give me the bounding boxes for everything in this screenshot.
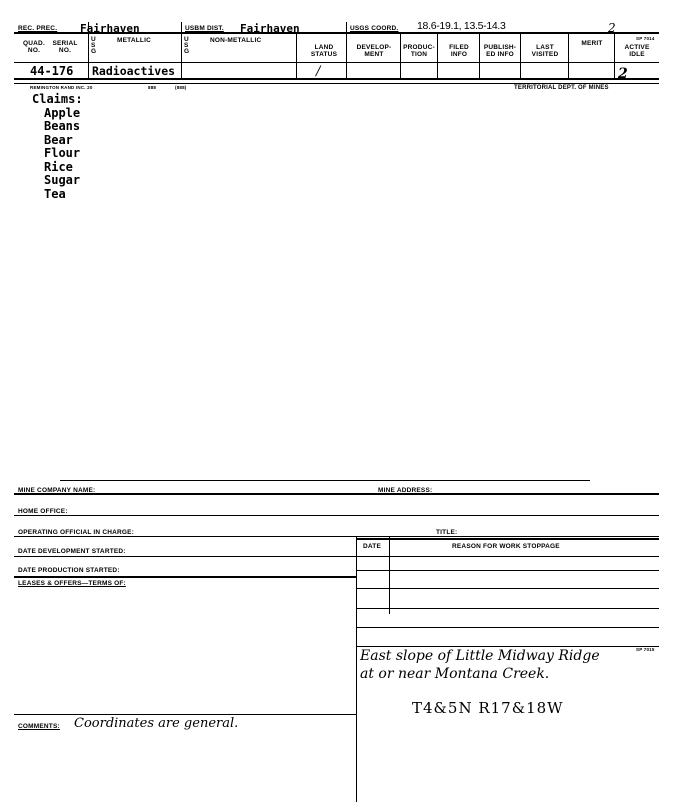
operating-official-label: OPERATING OFFICIAL IN CHARGE: <box>18 529 135 536</box>
col-land-status: LAND STATUS <box>310 44 338 58</box>
claim-item: Beans <box>44 119 81 133</box>
usbm-dist-value: Fairhaven <box>240 22 300 35</box>
merit-value: 2 <box>618 66 628 82</box>
comments-value: Coordinates are general. <box>74 716 239 731</box>
col-usg: U S G <box>91 36 97 55</box>
col-development: DEVELOP- MENT <box>356 44 392 58</box>
date-header: DATE <box>363 543 382 550</box>
home-office-label: HOME OFFICE: <box>18 508 68 515</box>
reason-header: REASON FOR WORK STOPPAGE <box>452 543 560 550</box>
claim-item: Tea <box>44 186 66 201</box>
location-line-2: at or near Montana Creek. <box>360 666 550 682</box>
claim-item: Sugar <box>44 173 81 187</box>
date-development-label: DATE DEVELOPMENT STARTED: <box>18 548 126 555</box>
col-production: PRODUC- TION <box>403 44 435 58</box>
col-merit: MERIT <box>581 40 603 47</box>
claim-item: Rice <box>44 159 73 174</box>
usgs-coord-value: 18.6-19.1, 13.5-14.3 <box>417 20 506 32</box>
commodity-value: Radioactives <box>92 64 176 78</box>
usbm-dist-label: USBM DIST. <box>185 25 224 32</box>
rec-prec-label: REC. PREC. <box>18 25 58 32</box>
usgs-coord-label: USGS COORD. <box>350 25 399 32</box>
col-serial: SERIAL NO. <box>52 40 78 54</box>
claim-item: Flour <box>44 146 81 160</box>
claims-section <box>32 93 83 201</box>
col-quad: QUAD. NO. <box>23 40 45 54</box>
printer-code-2: (888) <box>175 85 187 90</box>
location-line-1: East slope of Little Midway Ridge <box>360 648 600 664</box>
record-number: 44-176 <box>30 64 74 78</box>
form-number: SP 7014 <box>636 36 655 41</box>
printer-note: REMINGTON RAND INC. 20 <box>30 85 93 90</box>
col-published-info: PUBLISH- ED INFO <box>483 44 517 58</box>
claims-title: Claims: <box>32 92 83 106</box>
coord-mark: 2 <box>608 21 616 35</box>
col-non-metallic: NON-METALLIC <box>210 37 262 44</box>
col-last-visited: LAST VISITED <box>531 44 559 58</box>
col-filed-info: FILED INFO <box>449 44 469 58</box>
col-usg-2: U S G <box>184 36 190 55</box>
title-label: TITLE: <box>436 529 458 536</box>
printer-code-1: 888 <box>148 85 157 90</box>
col-active-idle: ACTIVE IDLE <box>624 44 650 58</box>
claim-item: Bear <box>44 132 73 147</box>
comments-label: COMMENTS: <box>18 723 60 730</box>
mine-address-label: MINE ADDRESS: <box>378 487 433 494</box>
col-metallic: METALLIC <box>117 37 151 44</box>
rec-prec-value: Fairhaven <box>80 22 140 35</box>
mine-company-name-label: MINE COMPANY NAME: <box>18 487 96 494</box>
department-label: TERRITORIAL DEPT. OF MINES <box>514 85 609 91</box>
leases-label: LEASES & OFFERS—TERMS OF: <box>18 580 126 587</box>
land-status-mark: / <box>316 64 321 79</box>
form-number-2: SP 7015 <box>636 647 655 652</box>
township-range: T4&5N R17&18W <box>412 699 564 717</box>
date-production-label: DATE PRODUCTION STARTED: <box>18 567 120 574</box>
claim-item: Apple <box>44 105 81 120</box>
